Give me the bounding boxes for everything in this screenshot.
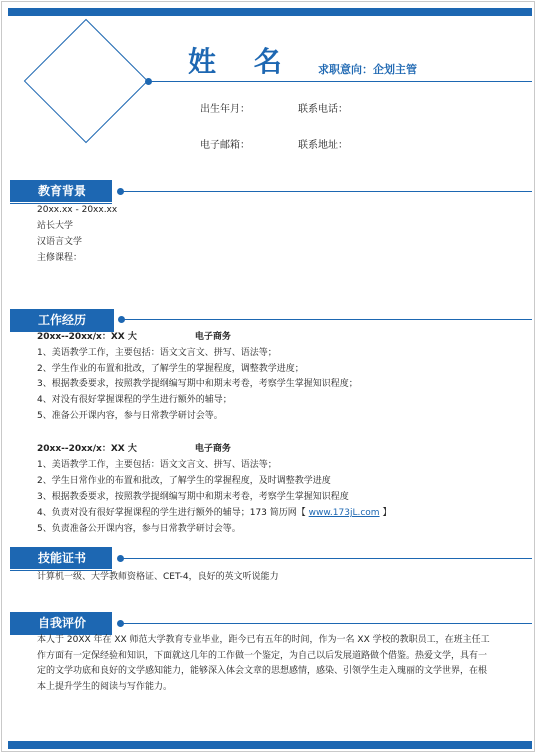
- education-line: 汉语言文学: [37, 237, 83, 247]
- bottom-accent-bar: [8, 741, 532, 749]
- work-divider: [123, 319, 532, 320]
- job-header: [37, 442, 231, 457]
- job-period: 20xx--20xx/x：XX 大: [37, 332, 137, 342]
- email-label: 电子邮箱：: [200, 140, 250, 151]
- education-title: 教育背景: [38, 184, 87, 198]
- evaluation-divider: [122, 623, 532, 624]
- job-item: 3、根据教委要求，按照教学提纲编写期中和期末考卷，考察学生掌握知识程度；: [37, 379, 358, 389]
- website-link[interactable]: www.173jL.com: [308, 508, 380, 518]
- top-accent-bar: [8, 8, 532, 16]
- candidate-name: 姓 名: [188, 45, 296, 78]
- job-item: 2、学生作业的布置和批改，了解学生的掌握程度，调整教学进度；: [37, 364, 304, 374]
- education-line: 站长大学: [37, 221, 74, 231]
- job-item: 5、准备公开课内容，参与日常教学研讨会等。: [37, 411, 223, 421]
- skills-text: 计算机一级、大学教师资格证、CET-4，良好的英文听说能力: [37, 572, 279, 582]
- job-position: 电子商务: [194, 332, 231, 342]
- work-title: 工作经历: [38, 313, 87, 327]
- job-item: 4、对没有很好掌握课程的学生进行额外的辅导；: [37, 395, 232, 405]
- skills-divider: [122, 558, 532, 559]
- education-divider: [122, 191, 532, 192]
- job-item-suffix: 】: [382, 508, 392, 518]
- job-header: [37, 330, 231, 345]
- skills-title: 技能证书: [38, 551, 87, 565]
- evaluation-title: 自我评价: [38, 616, 87, 630]
- header-divider: [150, 81, 532, 82]
- job-item: 1、美语教学工作，主要包括：语文文言文、拼写、语法等；: [37, 348, 277, 358]
- job-item: 2、学生日常作业的布置和批改，了解学生的掌握程度，及时调整教学进度: [37, 476, 331, 486]
- birth-label: 出生年月：: [200, 104, 250, 115]
- address-label: 联系地址：: [298, 140, 348, 151]
- job-period: 20xx--20xx/x：XX 大: [37, 444, 137, 454]
- evaluation-text: 本人于 20XX 年在 XX 师范大学教育专业毕业，距今已有五年的时间，作为一名 XX 学校的教职员工，在班主任工作方面有一定保经验和知识，下面就这几年的工作做一个鉴定，为自己以后发展道路做个借鉴。热爱文学，具有一定的文学功底和良好的文学感知能力，能够深入体会文章的思想感情，感染、引领学生走入瑰丽的文学世界，在根本上提升学生的阅读与写作能力。: [37, 635, 490, 692]
- job-item: [37, 506, 391, 521]
- job-position: 电子商务: [194, 444, 231, 454]
- phone-label: 联系电话：: [298, 104, 348, 115]
- job-item-text: 4、负责对没有很好掌握课程的学生进行额外的辅导；173 简历网【: [37, 508, 306, 518]
- job-item: 1、美语教学工作，主要包括：语文文言文、拼写、语法等；: [37, 460, 277, 470]
- job-item: 5、负责准备公开课内容，参与日常教学研讨会等。: [37, 524, 241, 534]
- job-intent: 求职意向：企划主管: [318, 63, 417, 76]
- job-item: 3、根据教委要求，按照教学提纲编写期中和期末考卷，考察学生掌握知识程度: [37, 492, 349, 502]
- education-line: 20xx.xx - 20xx.xx: [37, 205, 118, 215]
- education-line: 主修课程：: [37, 253, 83, 263]
